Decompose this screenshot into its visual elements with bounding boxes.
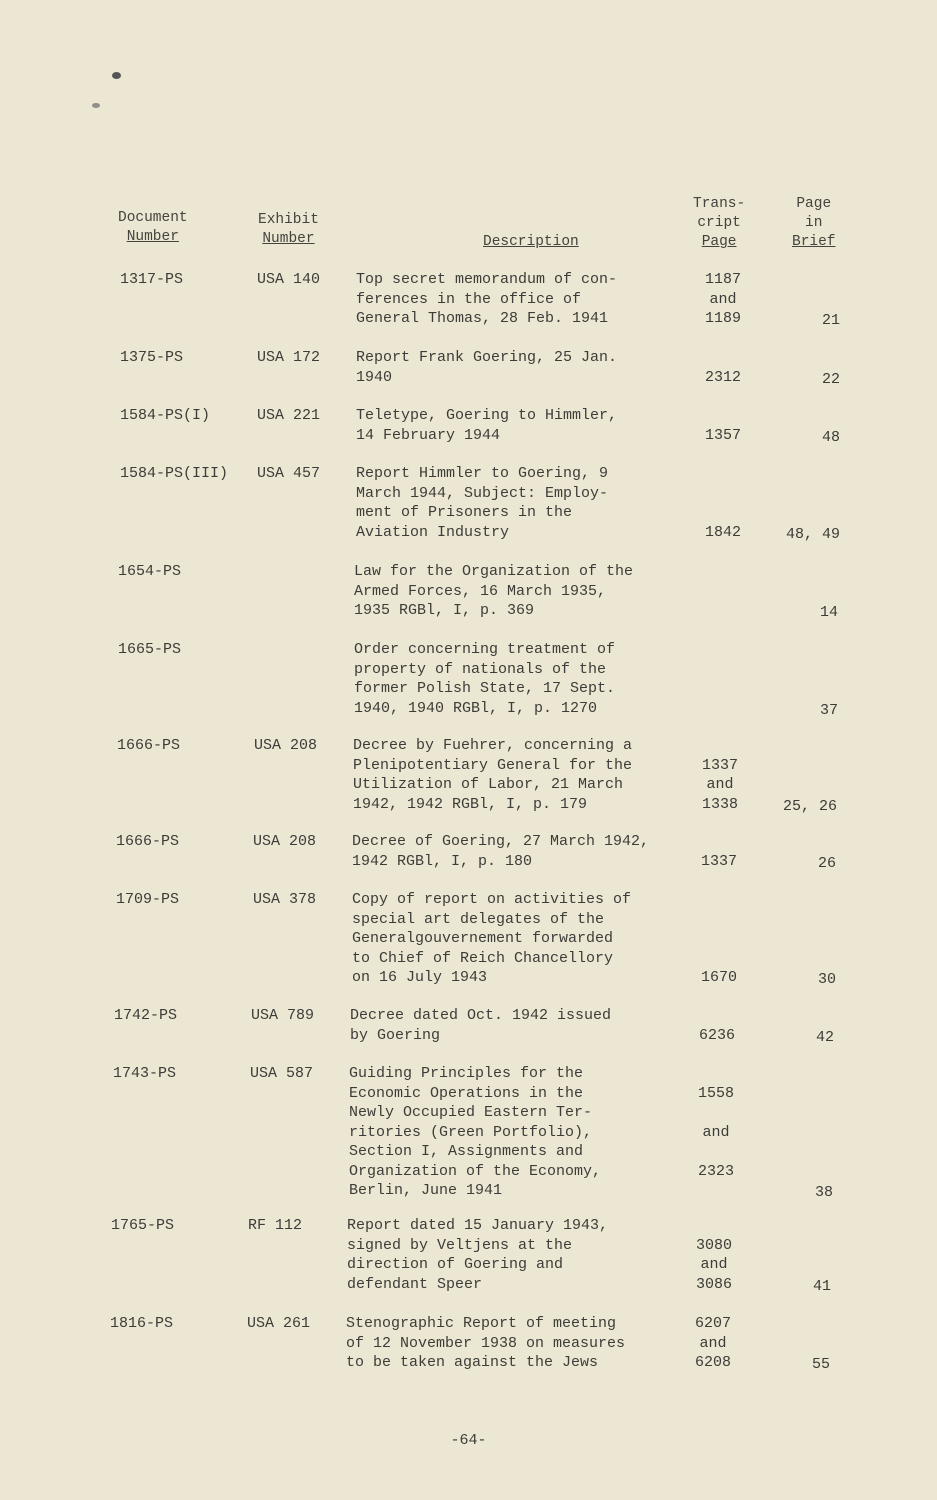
description-line: Decree of Goering, 27 March 1942, — [352, 833, 650, 850]
header-line: Number — [126, 229, 179, 245]
header-line: Exhibit — [258, 212, 319, 228]
document-number: 1742-PS — [114, 1007, 178, 1024]
transcript-page — [690, 406, 756, 445]
transcript-page-line — [688, 601, 754, 621]
description-line: Organization of the Economy, — [349, 1162, 602, 1180]
document-number: 1666-PS — [117, 737, 181, 754]
transcript-page-line — [687, 736, 753, 756]
description-line: direction of Goering and — [347, 1256, 564, 1273]
transcript-page-line — [690, 464, 756, 484]
description-line: Berlin, June 1941 — [349, 1182, 503, 1199]
punch-mark — [92, 103, 100, 108]
description-line: Teletype, Goering to Himmler, — [356, 407, 618, 424]
transcript-page — [681, 1216, 747, 1294]
transcript-page-line — [681, 1216, 747, 1236]
header-transcript-page — [693, 195, 745, 252]
document-number: 1584-PS(III) — [120, 465, 229, 482]
description-line: Plenipotentiary General for the — [353, 756, 633, 774]
description — [356, 270, 617, 329]
description — [352, 890, 631, 988]
description — [354, 562, 633, 621]
description — [352, 832, 649, 871]
transcript-page-line — [686, 949, 752, 969]
transcript-page-line: 6236 — [698, 1026, 735, 1044]
description-line: former Polish State, 17 Sept. — [354, 680, 616, 697]
document-number: 1317-PS — [120, 271, 184, 288]
page-in-brief: 14 — [819, 604, 838, 621]
header-line: Trans- — [693, 196, 746, 212]
description-line: ritories (Green Portfolio), — [349, 1123, 593, 1141]
description-line: on 16 July 1943 — [352, 969, 488, 986]
transcript-page-line: and — [699, 1334, 727, 1352]
transcript-page-line — [683, 1142, 749, 1162]
transcript-page — [686, 890, 752, 988]
header-page-in-brief — [792, 195, 836, 252]
header-document-number — [118, 209, 188, 247]
transcript-page — [688, 562, 754, 621]
transcript-page-line — [688, 582, 754, 602]
transcript-page — [688, 640, 754, 718]
transcript-page-line: 1337 — [700, 852, 737, 870]
description-line: Economic Operations in the — [349, 1084, 584, 1102]
transcript-page-line: 2312 — [704, 368, 741, 386]
transcript-page-line — [686, 910, 752, 930]
description-line: property of nationals of the — [354, 660, 607, 678]
transcript-page-line — [688, 679, 754, 699]
exhibit-number: USA 457 — [257, 465, 321, 482]
header-line: cript — [697, 215, 741, 231]
document-number: 1709-PS — [116, 891, 180, 908]
header-line: Document — [118, 210, 188, 226]
transcript-page — [690, 464, 756, 542]
page-in-brief: 37 — [819, 701, 838, 719]
document-number: 1765-PS — [111, 1217, 175, 1234]
transcript-page — [690, 270, 756, 329]
transcript-page-line — [686, 832, 752, 852]
header-exhibit-number — [258, 211, 319, 249]
exhibit-number: USA 208 — [254, 737, 318, 754]
transcript-page-line — [688, 640, 754, 660]
transcript-page-line — [683, 1181, 749, 1201]
page-in-brief: 21 — [821, 312, 840, 329]
description-line: 1942 RGBl, I, p. 180 — [352, 852, 533, 870]
description-line: signed by Veltjens at the — [347, 1236, 573, 1254]
description-line: special art delegates of the — [352, 910, 605, 928]
description — [350, 1006, 611, 1045]
transcript-page-line: 3086 — [695, 1275, 732, 1293]
exhibit-number: USA 221 — [257, 407, 321, 424]
description-line: Decree by Fuehrer, concerning a — [353, 737, 633, 754]
header-line: Number — [262, 231, 315, 247]
transcript-page-line — [686, 929, 752, 949]
description-line: Aviation Industry — [356, 523, 510, 541]
transcript-page-line: 2323 — [697, 1162, 734, 1180]
description-line: defendant Speer — [347, 1275, 483, 1293]
description-line: 1940 — [356, 368, 393, 386]
description — [347, 1216, 608, 1294]
description-line: Decree dated Oct. 1942 issued — [350, 1007, 612, 1024]
transcript-page-line: 1337 — [701, 756, 738, 774]
transcript-page-line — [688, 660, 754, 680]
description-line: of 12 November 1938 on measures — [346, 1334, 626, 1352]
header-line: Page — [796, 196, 832, 212]
exhibit-number: USA 378 — [253, 891, 317, 908]
transcript-page-line: 3080 — [695, 1236, 732, 1254]
transcript-page-line: and — [709, 290, 737, 308]
description — [356, 406, 617, 445]
transcript-page-line: 1558 — [697, 1084, 734, 1102]
header-line: Brief — [792, 234, 836, 250]
transcript-page-line: and — [700, 1256, 728, 1273]
description — [356, 464, 608, 542]
description-line: 1935 RGBl, I, p. 369 — [354, 602, 535, 619]
document-number: 1743-PS — [113, 1065, 177, 1082]
transcript-page-line — [688, 562, 754, 582]
description-line: 14 February 1944 — [356, 426, 501, 444]
transcript-page-line — [690, 484, 756, 504]
description-line: Order concerning treatment of — [354, 641, 616, 658]
description — [349, 1064, 601, 1201]
transcript-page — [683, 1064, 749, 1201]
transcript-page-line: and — [702, 1123, 730, 1141]
page-in-brief: 48, 49 — [785, 525, 840, 543]
description-line: to Chief of Reich Chancellory — [352, 949, 614, 967]
description-line: Armed Forces, 16 March 1935, — [354, 582, 607, 600]
document-number: 1375-PS — [120, 349, 184, 366]
page-in-brief: 41 — [812, 1277, 831, 1295]
exhibit-number: USA 208 — [253, 833, 317, 850]
transcript-page-line: 6207 — [694, 1315, 731, 1332]
document-number: 1666-PS — [116, 833, 180, 850]
description-line: Report Frank Goering, 25 Jan. — [356, 349, 618, 366]
description-line: Copy of report on activities of — [352, 891, 632, 908]
document-number: 1584-PS(I) — [120, 407, 211, 424]
transcript-page-line — [690, 406, 756, 426]
header-description: Description — [483, 234, 579, 250]
description-line: Stenographic Report of meeting — [346, 1315, 617, 1332]
transcript-page-line: 1187 — [704, 271, 741, 288]
exhibit-number: USA 789 — [251, 1007, 315, 1024]
page-in-brief: 30 — [817, 971, 836, 988]
description — [354, 640, 615, 718]
transcript-page-line: 1189 — [704, 310, 741, 327]
transcript-page-line: 6208 — [694, 1354, 731, 1371]
description-line: Utilization of Labor, 21 March — [353, 776, 624, 793]
description-line: Report Himmler to Goering, 9 — [356, 465, 609, 482]
description-line: Top secret memorandum of con- — [356, 271, 618, 288]
exhibit-number: USA 587 — [250, 1065, 314, 1082]
page-in-brief: 38 — [814, 1184, 833, 1201]
description-line: Section I, Assignments and — [349, 1143, 584, 1160]
header-line: Page — [701, 234, 737, 250]
description-line: ment of Prisoners in the — [356, 504, 573, 521]
transcript-page-line: 1842 — [704, 523, 741, 541]
transcript-page-line: 1357 — [704, 426, 741, 444]
exhibit-number: USA 140 — [257, 271, 321, 288]
transcript-page — [690, 348, 756, 387]
page-in-brief: 25, 26 — [782, 797, 837, 815]
transcript-page-line — [684, 1006, 750, 1026]
document-number: 1665-PS — [118, 641, 182, 658]
transcript-page-line: 1338 — [701, 795, 738, 813]
transcript-page — [684, 1006, 750, 1045]
page-in-brief: 48 — [821, 428, 840, 446]
transcript-page-line: 1670 — [700, 969, 737, 986]
description — [353, 736, 632, 814]
page-in-brief: 42 — [815, 1028, 834, 1046]
document-number: 1654-PS — [118, 563, 182, 580]
transcript-page — [680, 1314, 746, 1373]
page-in-brief: 26 — [817, 854, 836, 872]
page-in-brief: 55 — [811, 1356, 830, 1373]
description-line: to be taken against the Jews — [346, 1354, 599, 1371]
description-line: Newly Occupied Eastern Ter- — [349, 1104, 593, 1121]
transcript-page-line — [686, 890, 752, 910]
description-line: 1942, 1942 RGBl, I, p. 179 — [353, 795, 588, 813]
transcript-page — [686, 832, 752, 871]
description-line: Report dated 15 January 1943, — [347, 1217, 609, 1234]
punch-mark — [112, 72, 121, 79]
transcript-page-line: and — [706, 776, 734, 793]
description — [346, 1314, 625, 1373]
document-number: 1816-PS — [110, 1315, 174, 1332]
transcript-page-line — [683, 1103, 749, 1123]
page-in-brief: 22 — [821, 370, 840, 388]
transcript-page-line — [690, 348, 756, 368]
exhibit-number: RF 112 — [248, 1217, 303, 1234]
transcript-page — [687, 736, 753, 814]
transcript-page-line — [683, 1064, 749, 1084]
description-line: ferences in the office of — [356, 290, 582, 308]
description-line: March 1944, Subject: Employ- — [356, 484, 609, 502]
transcript-page-line — [688, 699, 754, 719]
exhibit-number: USA 261 — [247, 1315, 311, 1332]
description-line: General Thomas, 28 Feb. 1941 — [356, 310, 609, 327]
description-line: Guiding Principles for the — [349, 1065, 584, 1082]
description-line: 1940, 1940 RGBl, I, p. 1270 — [354, 699, 598, 717]
description-line: by Goering — [350, 1026, 441, 1044]
transcript-page-line — [690, 503, 756, 523]
description-line: Generalgouvernement forwarded — [352, 930, 614, 947]
description — [356, 348, 617, 387]
description-line: Law for the Organization of the — [354, 563, 634, 580]
header-line: in — [805, 215, 823, 231]
exhibit-number: USA 172 — [257, 349, 321, 366]
page-number: -64- — [450, 1432, 487, 1449]
